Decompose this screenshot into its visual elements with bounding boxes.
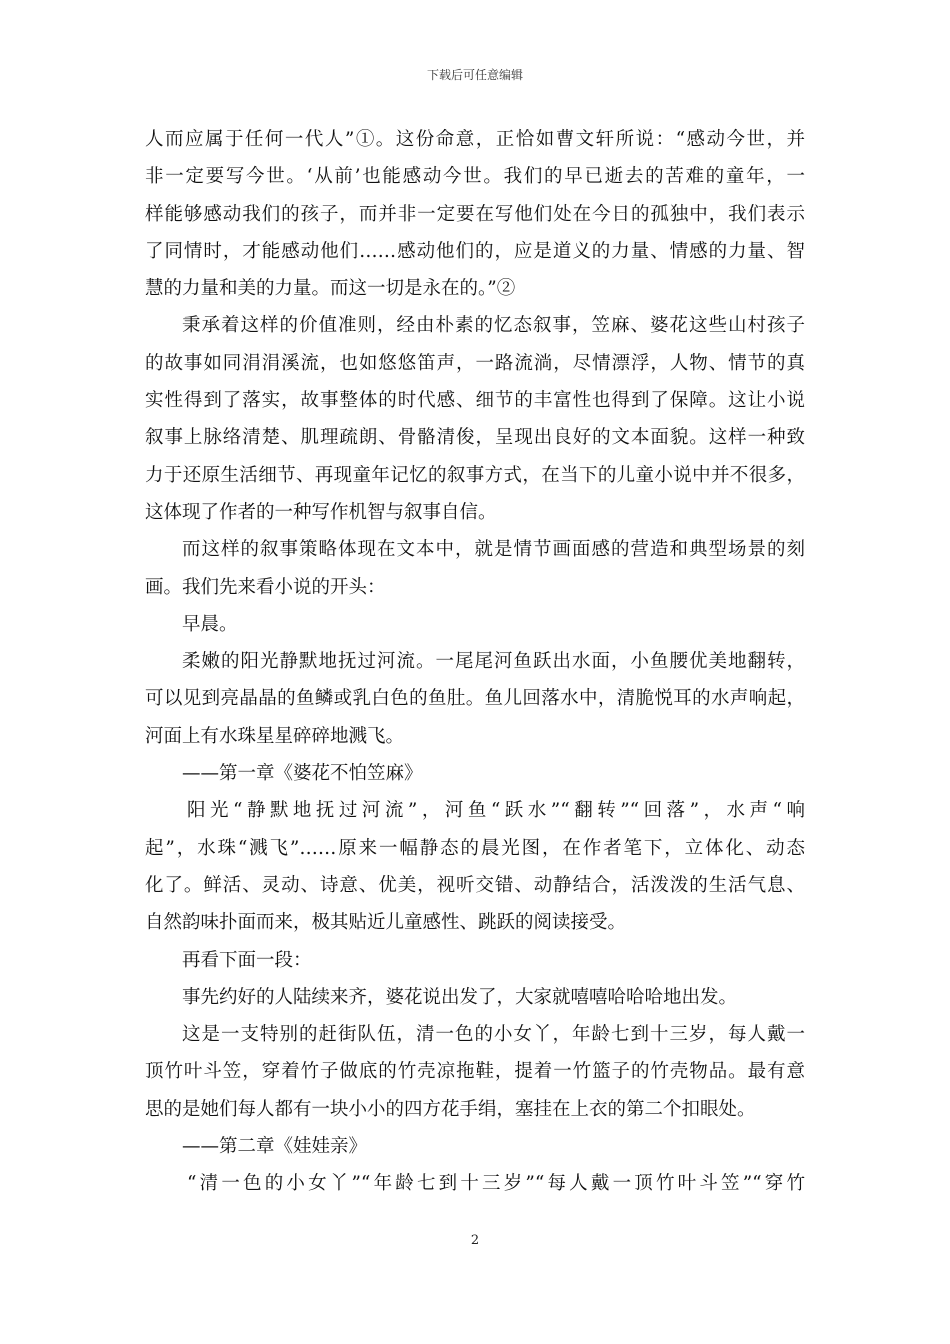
quote-line: 顶竹叶斗笠，穿着竹子做底的竹壳凉拖鞋，提着一竹篮子的竹壳物品。最有意: [145, 1061, 805, 1083]
quote-line: 柔嫩的阳光静默地抚过河流。一尾尾河鱼跃出水面，小鱼腰优美地翻转，: [182, 651, 805, 673]
text-line: 再看下面一段：: [182, 949, 312, 971]
quote-line: 这是一支特别的赶街队伍，清一色的小女丫，年龄七到十三岁，每人戴一: [182, 1024, 805, 1046]
text-line: 慧的力量和美的力量。而这一切是永在的。”②: [145, 278, 516, 300]
text-line: 叙事上脉络清楚、肌理疏朗、骨骼清俊，呈现出良好的文本面貌。这样一种致: [145, 427, 805, 449]
page-number: 2: [470, 1233, 480, 1248]
document-body: [145, 121, 805, 1203]
quote-line: 可以见到亮晶晶的鱼鳞或乳白色的鱼肚。鱼儿回落水中，清脆悦耳的水声响起，: [145, 688, 805, 710]
text-line: 画。我们先来看小说的开头：: [145, 576, 386, 598]
text-line: 的故事如同涓涓溪流，也如悠悠笛声，一路流淌，尽情漂浮，人物、情节的真: [145, 352, 805, 374]
quote-line: 思的是她们每人都有一块小小的四方花手绢，塞挂在上衣的第二个扣眼处。: [145, 1098, 756, 1120]
text-line: 力于还原生活细节、再现童年记忆的叙事方式，在当下的儿童小说中并不很多，: [145, 464, 805, 486]
text-line: 人而应属于任何一代人”①。这份命意，正恰如曹文轩所说：“感动今世，并: [145, 129, 805, 150]
text-line: 自然韵味扑面而来，极其贴近儿童感性、跳跃的阅读接受。: [145, 912, 627, 934]
quote-line: 事先约好的人陆续来齐，婆花说出发了，大家就嘻嘻哈哈哈地出发。: [182, 986, 738, 1008]
text-line: 这体现了作者的一种写作机智与叙事自信。: [145, 501, 497, 523]
page-header: 下载后可任意编辑: [426, 68, 523, 82]
text-line: 而这样的叙事策略体现在文本中，就是情节画面感的营造和典型场景的刻: [182, 539, 805, 561]
text-line: 了同情时，才能感动他们……感动他们的，应是道义的力量、情感的力量、智: [145, 240, 805, 262]
text-line: 样能够感动我们的孩子，而并非一定要在写他们处在今日的孤独中，我们表示: [145, 203, 805, 225]
quote-source: ——第二章《娃娃亲》: [182, 1136, 368, 1158]
text-line: 早晨。: [182, 613, 238, 635]
text-line: 实性得到了落实，故事整体的时代感、细节的丰富性也得到了保障。这让小说: [145, 390, 805, 412]
text-line: “清一色的小女丫”“年龄七到十三岁”“每人戴一顶竹叶斗笠”“穿竹: [187, 1173, 805, 1195]
text-line: 起”，水珠“溅飞”……原来一幅静态的晨光图，在作者笔下，立体化、动态: [145, 837, 805, 859]
quote-line: 河面上有水珠星星碎碎地溅飞。: [145, 725, 405, 747]
text-line: 非一定要写今世。‘从前’也能感动今世。我们的早已逝去的苦难的童年，一: [145, 166, 805, 188]
text-line: 化了。鲜活、灵动、诗意、优美，视听交错、动静结合，活泼泼的生活气息、: [145, 874, 805, 896]
text-line: 秉承着这样的价值准则，经由朴素的忆态叙事，笠麻、婆花这些山村孩子: [182, 315, 805, 337]
quote-source: ——第一章《婆花不怕笠麻》: [182, 763, 423, 785]
text-line: 阳光“静默地抚过河流”，河鱼“跃水”“翻转”“回落”，水声“响: [187, 800, 805, 822]
